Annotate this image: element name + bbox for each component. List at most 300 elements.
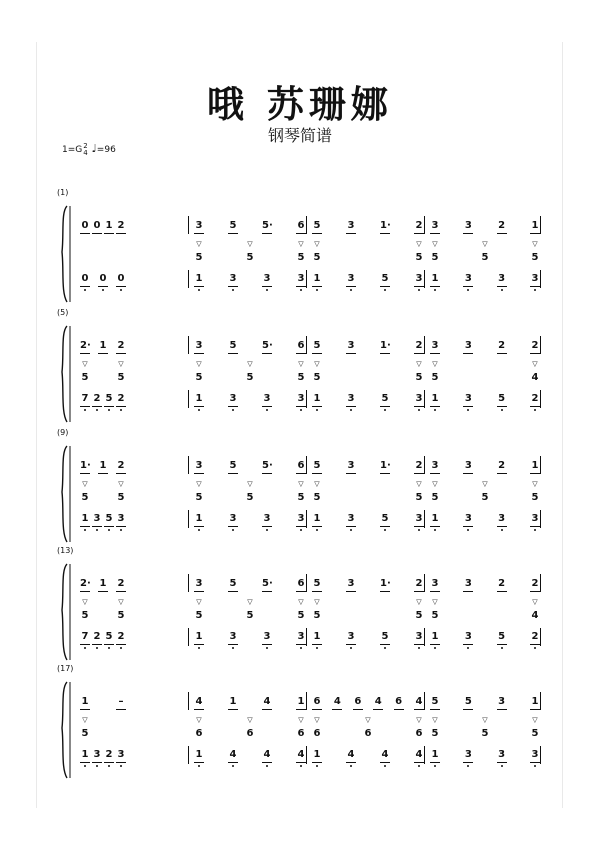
treble-note: 1 (531, 696, 539, 707)
time-signature-denominator: 4 (83, 148, 88, 157)
treble-note-underline (373, 709, 383, 710)
bass-note-underline (497, 526, 507, 527)
treble-note-underline (104, 233, 114, 234)
barline-bass (540, 270, 541, 288)
octave-dot (534, 647, 536, 649)
treble-note-underline (262, 591, 272, 592)
octave-dot (96, 529, 98, 531)
treble-note-underline (346, 233, 356, 234)
treble-note-underline (346, 473, 356, 474)
bass-note: 3 (93, 749, 101, 760)
treble-note: 3 (195, 340, 203, 351)
treble-note: 2 (415, 340, 423, 351)
octave-dot (534, 765, 536, 767)
staccato-mark-icon: ▽ (298, 716, 304, 724)
inner-note: 6 (364, 728, 372, 739)
bass-note-underline (296, 526, 306, 527)
treble-note: 5 (229, 578, 237, 589)
octave-dot (108, 529, 110, 531)
treble-note-underline (228, 591, 238, 592)
bass-note-underline (296, 644, 306, 645)
octave-dot (96, 409, 98, 411)
inner-note: 6 (313, 728, 321, 739)
treble-note: 1 (297, 696, 305, 707)
barline-bass (540, 510, 541, 528)
bass-note-underline (194, 286, 204, 287)
bass-note: 0 (117, 273, 125, 284)
barline-treble (424, 336, 425, 354)
staccato-mark-icon: ▽ (432, 598, 438, 606)
treble-note-underline (116, 473, 126, 474)
octave-dot (120, 529, 122, 531)
octave-dot (350, 765, 352, 767)
octave-dot (300, 529, 302, 531)
bass-note: 3 (263, 273, 271, 284)
bass-note: 3 (415, 393, 423, 404)
treble-note-underline (463, 233, 473, 234)
barline-bass (306, 510, 307, 528)
barline-treble (424, 574, 425, 592)
bass-note: 3 (464, 631, 472, 642)
treble-note-underline (380, 353, 390, 354)
treble-note-underline (430, 353, 440, 354)
inner-note: 5 (415, 252, 423, 263)
treble-note-underline (463, 353, 473, 354)
bass-note-underline (346, 406, 356, 407)
staccato-mark-icon: ▽ (118, 598, 124, 606)
staccato-mark-icon: ▽ (416, 598, 422, 606)
staccato-mark-icon: ▽ (247, 716, 253, 724)
treble-note: 2 (531, 340, 539, 351)
bass-note-underline (80, 286, 90, 287)
barline-treble (306, 574, 307, 592)
bass-note-underline (346, 762, 356, 763)
octave-dot (434, 765, 436, 767)
octave-dot (84, 529, 86, 531)
bass-note: 1 (313, 513, 321, 524)
bass-note-underline (194, 526, 204, 527)
bass-note: 1 (313, 393, 321, 404)
octave-dot (434, 289, 436, 291)
barline-treble (424, 456, 425, 474)
bass-note-underline (92, 526, 102, 527)
bass-note-underline (228, 406, 238, 407)
barline-treble (424, 216, 425, 234)
octave-dot (108, 765, 110, 767)
inner-note: 5 (81, 372, 89, 383)
staccato-mark-icon: ▽ (82, 360, 88, 368)
octave-dot (84, 647, 86, 649)
barline-bass (188, 510, 189, 528)
treble-note-underline (312, 233, 322, 234)
staccato-mark-icon: ▽ (196, 716, 202, 724)
octave-dot (467, 765, 469, 767)
bass-note-underline (380, 762, 390, 763)
bass-note-underline (497, 286, 507, 287)
treble-note: 2 (117, 220, 125, 231)
bass-note-underline (380, 286, 390, 287)
bass-note: 3 (347, 273, 355, 284)
treble-note-underline (463, 473, 473, 474)
treble-note-underline (228, 709, 238, 710)
octave-dot (418, 647, 420, 649)
staccato-mark-icon: ▽ (247, 480, 253, 488)
treble-note-underline (332, 709, 342, 710)
treble-note: 6 (297, 460, 305, 471)
staccato-mark-icon: ▽ (365, 716, 371, 724)
bass-note-underline (463, 644, 473, 645)
octave-dot (96, 765, 98, 767)
staccato-mark-icon: ▽ (82, 480, 88, 488)
bass-note: 3 (531, 273, 539, 284)
bass-note-underline (380, 406, 390, 407)
barline-treble (306, 336, 307, 354)
bass-note-underline (346, 644, 356, 645)
inner-note: 5 (195, 252, 203, 263)
treble-note-underline (194, 473, 204, 474)
treble-note-underline (497, 709, 507, 710)
staccato-mark-icon: ▽ (416, 360, 422, 368)
bass-note: 1 (81, 749, 89, 760)
bass-note: 3 (297, 513, 305, 524)
staccato-mark-icon: ▽ (314, 598, 320, 606)
measure-number: (1) (57, 188, 69, 197)
treble-note-underline (98, 473, 108, 474)
treble-note-underline (430, 233, 440, 234)
octave-dot (501, 529, 503, 531)
barline-bass (424, 390, 425, 408)
inner-note: 6 (415, 728, 423, 739)
score-title: 哦 苏珊娜 (207, 83, 393, 126)
bass-note: 3 (498, 273, 506, 284)
octave-dot (467, 529, 469, 531)
treble-note-underline (414, 709, 424, 710)
octave-dot (266, 289, 268, 291)
treble-note-underline (194, 709, 204, 710)
treble-note: 6 (313, 696, 321, 707)
barline-treble (188, 456, 189, 474)
treble-note: 1 (531, 220, 539, 231)
bass-note: 5 (381, 393, 389, 404)
treble-note: 5· (262, 220, 273, 231)
bass-note: 5 (105, 393, 113, 404)
staccato-mark-icon: ▽ (247, 360, 253, 368)
treble-note-underline (312, 473, 322, 474)
treble-note: 4 (263, 696, 271, 707)
bass-note-underline (530, 762, 540, 763)
bass-note: 1 (431, 631, 439, 642)
barline-bass (424, 510, 425, 528)
bass-note: 3 (297, 631, 305, 642)
barline-bass (188, 746, 189, 764)
bass-note-underline (463, 526, 473, 527)
staccato-mark-icon: ▽ (532, 480, 538, 488)
bass-note-underline (414, 644, 424, 645)
octave-dot (120, 765, 122, 767)
treble-note: 5 (229, 460, 237, 471)
treble-note-underline (98, 591, 108, 592)
bass-note-underline (414, 762, 424, 763)
inner-note: 6 (246, 728, 254, 739)
bass-note-underline (530, 526, 540, 527)
treble-note-underline (380, 591, 390, 592)
treble-note: 2 (117, 340, 125, 351)
bass-note-underline (463, 762, 473, 763)
inner-note: 6 (297, 728, 305, 739)
bass-note-underline (380, 526, 390, 527)
bass-note-underline (80, 526, 90, 527)
bass-note: 3 (347, 513, 355, 524)
bass-note-underline (92, 644, 102, 645)
staccato-mark-icon: ▽ (196, 240, 202, 248)
treble-note-underline (430, 709, 440, 710)
treble-note: 0 (93, 220, 101, 231)
bass-note: 0 (81, 273, 89, 284)
staccato-mark-icon: ▽ (416, 716, 422, 724)
barline-treble (188, 216, 189, 234)
inner-note: 4 (531, 372, 539, 383)
inner-note: 5 (297, 252, 305, 263)
octave-dot (501, 409, 503, 411)
bass-note: 3 (531, 513, 539, 524)
bass-note: 3 (229, 273, 237, 284)
treble-note-underline (262, 709, 272, 710)
bass-note: 2 (93, 631, 101, 642)
inner-note: 5 (431, 252, 439, 263)
bass-note: 4 (229, 749, 237, 760)
score-subtitle: 钢琴简谱 (267, 126, 332, 145)
staccato-mark-icon: ▽ (196, 598, 202, 606)
octave-dot (84, 289, 86, 291)
bass-note-underline (430, 406, 440, 407)
barline-bass (306, 628, 307, 646)
bass-note-underline (104, 406, 114, 407)
bass-note-underline (98, 286, 108, 287)
bass-note-underline (228, 644, 238, 645)
inner-note: 5 (195, 372, 203, 383)
barline-treble (540, 574, 541, 592)
staccato-mark-icon: ▽ (432, 480, 438, 488)
bass-note-underline (430, 526, 440, 527)
bass-note-underline (116, 762, 126, 763)
bass-note-underline (92, 762, 102, 763)
treble-note: 5 (431, 696, 439, 707)
octave-dot (300, 409, 302, 411)
bass-note: 4 (347, 749, 355, 760)
octave-dot (232, 765, 234, 767)
staccato-mark-icon: ▽ (532, 360, 538, 368)
treble-note: 2 (117, 460, 125, 471)
treble-note: 1 (99, 340, 107, 351)
octave-dot (120, 289, 122, 291)
octave-dot (418, 765, 420, 767)
octave-dot (384, 647, 386, 649)
octave-dot (198, 409, 200, 411)
inner-note: 5 (246, 492, 254, 503)
bass-note-underline (262, 644, 272, 645)
bass-note: 4 (263, 749, 271, 760)
octave-dot (266, 647, 268, 649)
octave-dot (467, 647, 469, 649)
bass-note-underline (92, 406, 102, 407)
treble-note-underline (353, 709, 363, 710)
bass-note-underline (262, 406, 272, 407)
bass-note: 1 (431, 393, 439, 404)
bass-note: 1 (313, 631, 321, 642)
treble-note-underline (530, 591, 540, 592)
bass-note-underline (80, 762, 90, 763)
octave-dot (316, 647, 318, 649)
treble-note-underline (463, 591, 473, 592)
barline-treble (540, 216, 541, 234)
inner-note: 5 (481, 728, 489, 739)
treble-note-underline (262, 353, 272, 354)
time-signature-numerator: 2 (83, 141, 88, 150)
treble-note: 6 (395, 696, 403, 707)
octave-dot (84, 409, 86, 411)
barline-bass (188, 628, 189, 646)
treble-note: 4 (374, 696, 382, 707)
bass-note: 1 (313, 749, 321, 760)
treble-note: 1 (81, 696, 89, 707)
treble-note: 1· (380, 460, 391, 471)
treble-note-underline (262, 473, 272, 474)
treble-note-underline (194, 353, 204, 354)
treble-note: 5 (229, 220, 237, 231)
barline-bass (424, 270, 425, 288)
octave-dot (501, 765, 503, 767)
octave-dot (350, 409, 352, 411)
treble-note: 3 (431, 340, 439, 351)
octave-dot (300, 647, 302, 649)
treble-note: 2 (415, 220, 423, 231)
bass-note: 3 (117, 749, 125, 760)
bass-note-underline (80, 644, 90, 645)
treble-note: 3 (195, 578, 203, 589)
staccato-mark-icon: ▽ (247, 240, 253, 248)
treble-note-underline (116, 591, 126, 592)
octave-dot (300, 765, 302, 767)
inner-note: 5 (313, 252, 321, 263)
treble-note: 0 (81, 220, 89, 231)
staccato-mark-icon: ▽ (432, 716, 438, 724)
treble-note: 5 (229, 340, 237, 351)
octave-dot (384, 289, 386, 291)
bass-note: 7 (81, 631, 89, 642)
bass-note-underline (262, 526, 272, 527)
treble-note: 6 (297, 578, 305, 589)
treble-note: 3 (347, 340, 355, 351)
octave-dot (350, 289, 352, 291)
treble-note-underline (414, 473, 424, 474)
bass-note: 3 (347, 393, 355, 404)
barline-bass (540, 390, 541, 408)
staccato-mark-icon: ▽ (118, 480, 124, 488)
treble-note: 2 (531, 578, 539, 589)
barline-treble (306, 216, 307, 234)
barline-treble (188, 692, 189, 710)
barline-treble (540, 456, 541, 474)
treble-note: 5 (313, 220, 321, 231)
inner-note: 5 (195, 492, 203, 503)
bass-note-underline (228, 526, 238, 527)
treble-note-underline (262, 233, 272, 234)
bass-note: 3 (464, 749, 472, 760)
treble-note-underline (228, 233, 238, 234)
octave-dot (102, 289, 104, 291)
octave-dot (266, 765, 268, 767)
grand-staff-brace (58, 680, 72, 780)
bass-note: 0 (99, 273, 107, 284)
inner-note: 4 (531, 610, 539, 621)
bass-note: 3 (415, 513, 423, 524)
treble-note: 1 (99, 460, 107, 471)
staccato-mark-icon: ▽ (196, 480, 202, 488)
treble-note-underline (228, 353, 238, 354)
bass-note: 5 (381, 273, 389, 284)
treble-note-underline (116, 709, 126, 710)
treble-note: 5· (262, 340, 273, 351)
key-signature: 1=G (62, 145, 83, 155)
barline-bass (306, 390, 307, 408)
treble-note-underline (430, 591, 440, 592)
staccato-mark-icon: ▽ (532, 716, 538, 724)
treble-note: 2 (415, 460, 423, 471)
measure-number: (13) (57, 546, 74, 555)
octave-dot (198, 289, 200, 291)
octave-dot (300, 289, 302, 291)
octave-dot (501, 289, 503, 291)
inner-note: 5 (297, 372, 305, 383)
octave-dot (232, 529, 234, 531)
treble-note: 2· (80, 578, 91, 589)
treble-note: 5 (313, 460, 321, 471)
octave-dot (316, 289, 318, 291)
bass-note-underline (463, 406, 473, 407)
octave-dot (84, 765, 86, 767)
bass-note-underline (80, 406, 90, 407)
bass-note: 3 (464, 513, 472, 524)
treble-note: 3 (347, 220, 355, 231)
octave-dot (108, 647, 110, 649)
octave-dot (467, 409, 469, 411)
bass-note-underline (430, 644, 440, 645)
barline-treble (188, 336, 189, 354)
barline-bass (540, 628, 541, 646)
treble-note-underline (80, 591, 90, 592)
bass-note-underline (430, 762, 440, 763)
staccato-mark-icon: ▽ (118, 360, 124, 368)
bass-note-underline (296, 406, 306, 407)
treble-note: 2 (498, 578, 506, 589)
bass-note-underline (414, 286, 424, 287)
octave-dot (467, 289, 469, 291)
staccato-mark-icon: ▽ (196, 360, 202, 368)
bass-note-underline (497, 644, 507, 645)
treble-note: 5· (262, 460, 273, 471)
bass-note: 3 (498, 513, 506, 524)
bass-note: 1 (195, 273, 203, 284)
barline-treble (540, 336, 541, 354)
treble-note-underline (346, 353, 356, 354)
bass-note-underline (346, 286, 356, 287)
measure-number: (17) (57, 664, 74, 673)
treble-note-underline (530, 473, 540, 474)
barline-bass (540, 746, 541, 764)
treble-note: – (118, 696, 124, 707)
inner-note: 5 (117, 492, 125, 503)
bass-note-underline (312, 406, 322, 407)
